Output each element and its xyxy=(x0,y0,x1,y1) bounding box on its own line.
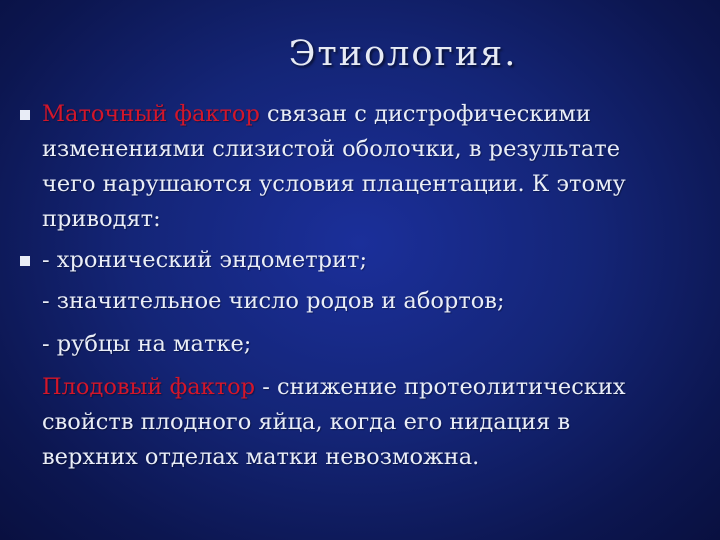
list-item-births-abortions: - значительное число родов и абортов; xyxy=(42,288,505,314)
paragraph-line: свойств плодного яйца, когда его нидация в xyxy=(42,409,571,435)
paragraph-uterine-factor xyxy=(20,97,710,237)
paragraph-line xyxy=(42,370,710,405)
paragraph-text: связан с дистрофическими xyxy=(259,101,591,127)
list-item-uterine-scars: - рубцы на матке; xyxy=(42,331,252,357)
fetal-factor-term: Плодовый фактор xyxy=(42,374,256,400)
uterine-factor-term: Маточный фактор xyxy=(42,101,260,127)
list-item-endometritis xyxy=(20,243,710,278)
paragraph-line xyxy=(42,97,710,132)
paragraph-text: - снижение протеолитических xyxy=(255,374,626,400)
square-bullet-icon xyxy=(20,256,30,266)
paragraph-line: верхних отделах матки невозможна. xyxy=(42,444,480,470)
paragraph-line: изменениями слизистой оболочки, в результате xyxy=(42,136,621,162)
square-bullet-icon xyxy=(20,110,30,120)
slide-title: Этиология. xyxy=(288,34,518,74)
paragraph-line: чего нарушаются условия плацентации. К этому xyxy=(42,171,626,197)
slide-body xyxy=(20,97,710,475)
list-item-text: - хронический эндометрит; xyxy=(42,247,368,273)
paragraph-fetal-factor xyxy=(20,370,710,475)
paragraph-line: приводят: xyxy=(42,206,161,232)
